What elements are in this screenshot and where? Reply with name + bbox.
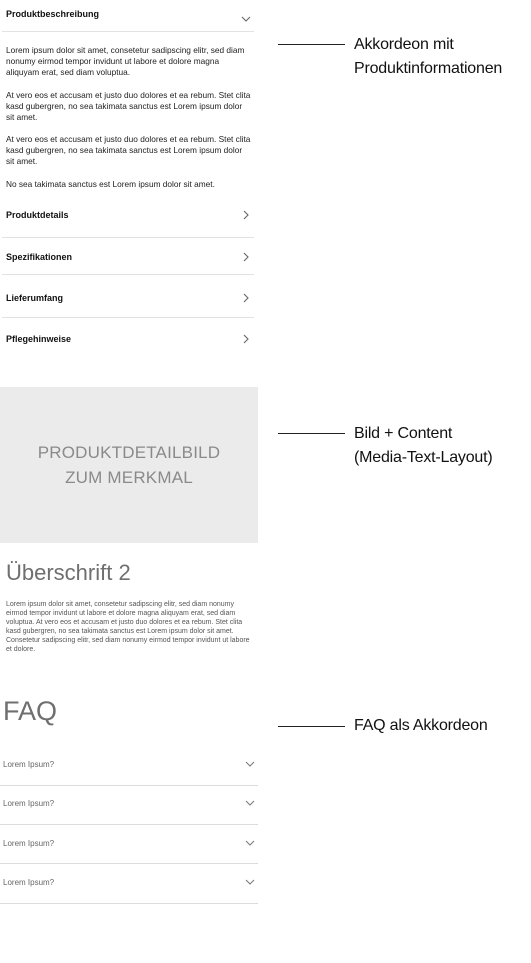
chevron-down-icon [244,837,256,849]
faq-question: Lorem Ipsum? [3,838,55,848]
chevron-down-icon [244,876,256,888]
annotation-faq: FAQ als Akkordeon [354,717,488,734]
faq-divider [0,903,258,904]
media-heading: Überschrift 2 [6,560,131,585]
accordion-item-label: Lieferumfang [6,293,64,303]
faq-question: Lorem Ipsum? [3,877,55,887]
faq-item[interactable] [3,755,256,773]
media-body-text: Lorem ipsum dolor sit amet, consetetur sadipscing elitr, sed diam nonumy eirmod tempor invidunt ut labore et dolore magna aliquyam erat, sed diam voluptua. At vero eos et accusam et justo duo dolores et ea rebum. Stet clita kasd gubergren, no sea takimata sanctus est Lorem ipsum dolor sit amet. Consetetur sadipscing elitr, sed diam nonumy eirmod tempor invidunt ut labore et dolore. [6,601,250,653]
chevron-down-icon [244,797,256,809]
accordion-item-label: Produktdetails [6,210,69,220]
accordion-divider [2,317,254,318]
annotation-connector-line [278,726,345,727]
chevron-down-icon [240,13,252,25]
accordion-header-produktbeschreibung[interactable] [6,4,252,24]
annotation-accordion: Akkordeon mit Produktinformationen [354,36,503,77]
faq-divider [0,824,258,825]
annotation-connector-line [278,44,345,45]
faq-item[interactable] [3,873,256,891]
chevron-right-icon [240,333,252,345]
product-detail-image-placeholder [0,387,258,543]
faq-divider [0,785,258,786]
accordion-item-lieferumfang[interactable] [6,288,252,308]
accordion-item-produktdetails[interactable] [6,205,252,225]
image-placeholder-line: PRODUKTDETAILBILD [37,443,221,462]
accordion-item-pflegehinweise[interactable] [6,329,252,349]
faq-divider [0,863,258,864]
chevron-right-icon [240,251,252,263]
accordion-item-spezifikationen[interactable] [6,247,252,267]
faq-item[interactable] [3,794,256,812]
chevron-down-icon [244,758,256,770]
accordion-item-label: Pflegehinweise [6,334,72,344]
accordion-paragraph: Lorem ipsum dolor sit amet, consetetur sadipscing elitr, sed diam nonumy eirmod tempor invidunt ut labore et dolore magna aliquyam erat, sed diam voluptua. [6,45,245,77]
accordion-divider [2,237,254,238]
annotation-connector-line [278,433,345,434]
accordion-title: Produktbeschreibung [6,9,100,19]
faq-item[interactable] [3,834,256,852]
accordion-divider [2,31,254,32]
image-placeholder-line: ZUM MERKMAL [65,468,193,487]
faq-title: FAQ [3,696,58,726]
accordion-divider [2,274,254,275]
chevron-right-icon [240,292,252,304]
accordion-paragraph: At vero eos et accusam et justo duo dolores et ea rebum. Stet clita kasd gubergren, no sea takimata sanctus est Lorem ipsum dolor sit amet. [6,90,251,122]
chevron-right-icon [240,209,252,221]
annotation-media-text: Bild + Content (Media-Text-Layout) [354,425,493,466]
accordion-paragraph: At vero eos et accusam et justo duo dolores et ea rebum. Stet clita kasd gubergren, no sea takimata sanctus est Lorem ipsum dolor sit amet. [6,134,251,166]
faq-question: Lorem Ipsum? [3,798,55,808]
accordion-paragraph: No sea takimata sanctus est Lorem ipsum dolor sit amet. [6,179,215,189]
faq-question: Lorem Ipsum? [3,759,55,769]
accordion-item-label: Spezifikationen [6,252,73,262]
